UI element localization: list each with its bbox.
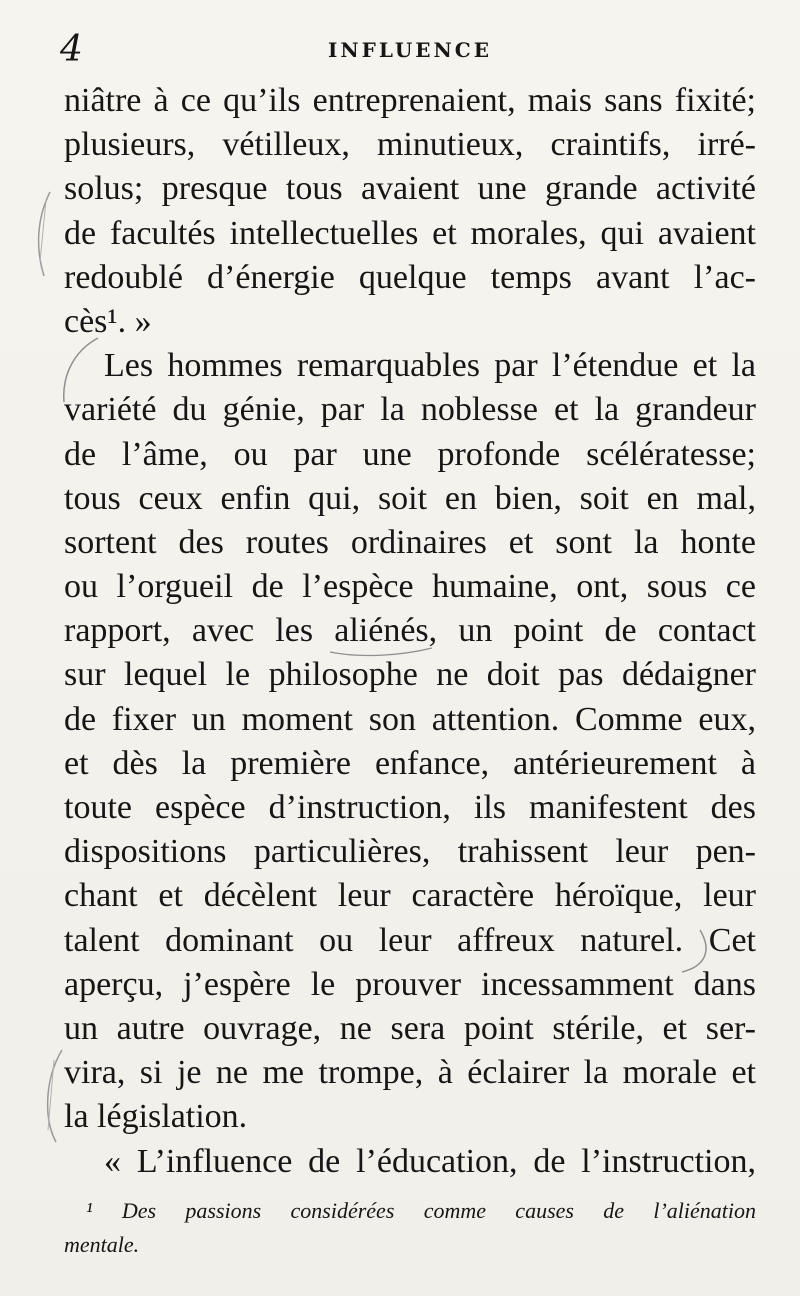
footnote-line: ¹ Des passions considérées comme causes de l’aliénation: [86, 1198, 756, 1223]
text-line: sur lequel le philosophe ne doit pas dédaigner: [64, 656, 756, 694]
footnote: [64, 1194, 756, 1262]
text-line: rapport, avec les aliénés, un point de contact: [64, 612, 756, 650]
text-line: talent dominant ou leur affreux naturel. Cet: [64, 921, 756, 959]
text-line: de l’âme, ou par une profonde scélératesse;: [64, 435, 756, 473]
text-line: de facultés intellectuelles et morales, qui avaient: [64, 214, 756, 252]
pencil-bracket-mark: [48, 1060, 54, 1130]
text-line: cès¹. »: [64, 302, 152, 340]
text-line: vira, si je ne me trompe, à éclairer la morale et: [64, 1054, 756, 1092]
paragraph-start-line: Les hommes remarquables par l’étendue et la: [104, 347, 756, 385]
text-line: aperçu, j’espère le prouver incessamment dans: [64, 965, 756, 1003]
text-line: variété du génie, par la noblesse et la grandeur: [64, 391, 756, 429]
page-number: 4: [60, 29, 83, 70]
running-head: INFLUENCE: [328, 38, 492, 62]
footnote-line: mentale.: [64, 1232, 140, 1257]
text-line: plusieurs, vétilleux, minutieux, craintifs, irré-: [64, 126, 756, 164]
page-header: [60, 30, 760, 74]
text-line: chant et décèlent leur caractère héroïque, leur: [64, 877, 756, 915]
text-line: ou l’orgueil de l’espèce humaine, ont, sous ce: [64, 568, 756, 606]
text-line: sortent des routes ordinaires et sont la honte: [64, 523, 756, 561]
body-text: [64, 79, 756, 1184]
text-line: et dès la première enfance, antérieurement à: [64, 744, 756, 782]
paragraph-start-line: « L’influence de l’éducation, de l’instruction,: [104, 1142, 756, 1180]
text-line: solus; presque tous avaient une grande activité: [64, 170, 756, 208]
text-line: toute espèce d’instruction, ils manifestent des: [64, 789, 756, 826]
text-line: redoublé d’énergie quelque temps avant l’ac-: [64, 258, 756, 296]
text-line: de fixer un moment son attention. Comme eux,: [64, 700, 756, 738]
text-line: tous ceux enfin qui, soit en bien, soit en mal,: [64, 479, 756, 517]
text-line: niâtre à ce qu’ils entreprenaient, mais sans fixité;: [64, 82, 756, 119]
text-line: la législation.: [64, 1098, 248, 1136]
text-line: dispositions particulières, trahissent leur pen-: [64, 833, 756, 871]
pencil-bracket-mark: [48, 1050, 62, 1142]
pencil-bracket-mark: [39, 192, 50, 276]
pencil-bracket-mark: [40, 200, 46, 262]
text-line: un autre ouvrage, ne sera point stérile, et ser-: [64, 1009, 756, 1047]
